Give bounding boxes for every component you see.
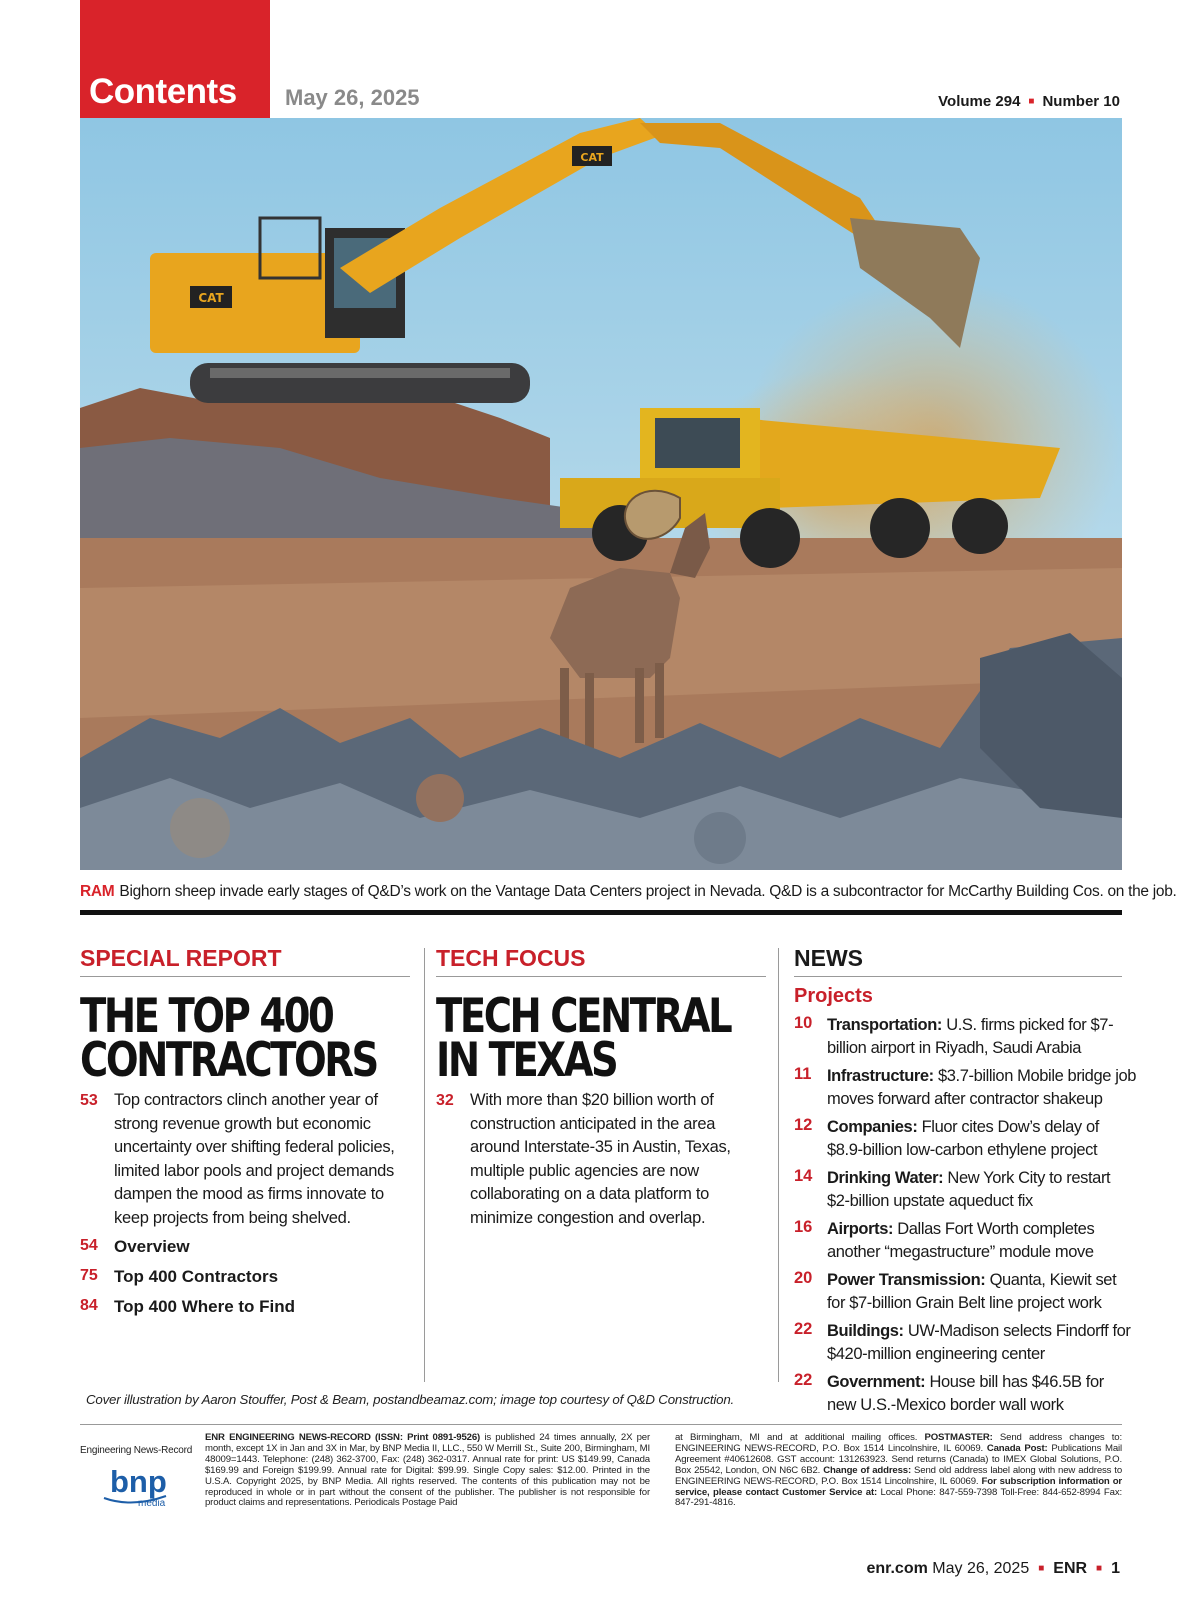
tech-focus-title bbox=[436, 989, 731, 1088]
news-topic: Buildings: bbox=[827, 1322, 904, 1340]
tech-focus-heading: TECH FOCUS bbox=[436, 945, 766, 977]
news-subsection: Projects bbox=[794, 985, 873, 1007]
news-page: 16 bbox=[794, 1218, 813, 1236]
legal-subscription: For subscription information or service, please contact Customer Service at: bbox=[675, 1475, 1122, 1498]
caption-text: Bighorn sheep invade early stages of Q&D’s work on the Vantage Data Centers project in Nevada. Q&D is a subcontractor for McCarthy Building Cos. on the job. bbox=[119, 883, 1177, 900]
separator-square-icon: ■ bbox=[1096, 1563, 1103, 1574]
legal-postmaster: POSTMASTER: bbox=[924, 1432, 993, 1443]
bnp-logo-text: bnp bbox=[110, 1464, 167, 1499]
news-body bbox=[827, 1371, 1137, 1417]
separator-square-icon: ■ bbox=[1038, 1563, 1045, 1574]
news-page: 22 bbox=[794, 1371, 813, 1389]
news-topic: Transportation: bbox=[827, 1016, 943, 1034]
item-label: Top 400 Contractors bbox=[114, 1267, 279, 1286]
news-topic: Power Transmission: bbox=[827, 1271, 986, 1289]
news-topic: Airports: bbox=[827, 1220, 894, 1238]
news-body bbox=[827, 1320, 1137, 1366]
news-page: 10 bbox=[794, 1014, 813, 1032]
legal-notice-right bbox=[675, 1433, 1122, 1509]
cover-photo bbox=[80, 118, 1122, 870]
footer-divider bbox=[80, 1424, 1122, 1425]
news-text: U.S. firms picked for $7-billion airport in Riyadh, Saudi Arabia bbox=[827, 1016, 1114, 1057]
legal-text: Publications Mail Agreement #40612608. GST account: 131263923. Send returns (Canada) to IMEX Global Solutions, P.O. Box 25542, London, ON N6C 6B2. bbox=[675, 1442, 1123, 1476]
tech-focus-title-line1: TECH CENTRAL bbox=[436, 989, 731, 1044]
news-body bbox=[827, 1269, 1137, 1315]
special-report-summary: Top contractors clinch another year of strong revenue growth but economic uncertainty over shifting federal policies, limited labor pools and project demands dampen the mood as firms innovate to keep projects from being shelved. bbox=[114, 1091, 395, 1227]
caption-label: RAM bbox=[80, 883, 115, 900]
item-label: Top 400 Where to Find bbox=[114, 1297, 296, 1316]
tech-focus-title-line2: IN TEXAS bbox=[436, 1033, 617, 1088]
legal-text: Send old address label along with new address to ENGINEERING NEWS-RECORD, P.O. Box 1514 Lincolnshire, IL 60069. bbox=[675, 1464, 1123, 1487]
separator-square-icon: ■ bbox=[1028, 96, 1035, 107]
item-label: Overview bbox=[114, 1237, 190, 1256]
photo-caption bbox=[80, 883, 1177, 901]
legal-text: Local Phone: 847-559-7398 Toll-Free: 844-652-8994 Fax: 847-291-4816. bbox=[675, 1486, 1122, 1509]
item-page: 75 bbox=[80, 1267, 98, 1284]
news-body bbox=[827, 1167, 1137, 1213]
cat-logo-boom: CAT bbox=[580, 151, 604, 164]
news-body bbox=[827, 1065, 1137, 1111]
column-divider bbox=[424, 948, 425, 1382]
news-page: 11 bbox=[794, 1065, 812, 1083]
cover-credit: Cover illustration by Aaron Stouffer, Post & Beam, postandbeamaz.com; image top courtesy of Q&D Construction. bbox=[86, 1392, 735, 1407]
special-report-title bbox=[80, 989, 377, 1088]
news-page: 12 bbox=[794, 1116, 813, 1134]
construction-scene-illustration bbox=[80, 118, 1122, 870]
news-topic: Government: bbox=[827, 1373, 926, 1391]
special-report-heading: SPECIAL REPORT bbox=[80, 945, 410, 977]
news-topic: Companies: bbox=[827, 1118, 918, 1136]
folio-date: May 26, 2025 bbox=[932, 1560, 1030, 1577]
legal-canada-post: Canada Post: bbox=[986, 1442, 1048, 1454]
news-text: $3.7-billion Mobile bridge job moves forward after contractor shakeup bbox=[827, 1067, 1137, 1108]
news-body bbox=[827, 1218, 1137, 1264]
publisher-label: Engineering News-Record bbox=[80, 1445, 193, 1456]
news-text: Fluor cites Dow’s delay of $8.9-billion low-carbon ethylene project bbox=[827, 1118, 1099, 1159]
news-body bbox=[827, 1014, 1137, 1060]
special-report-title-line1: THE TOP 400 bbox=[80, 989, 333, 1044]
legal-left-text: is published 24 times annually, 2X per month, except 1X in Jan and 3X in Mar, by BNP Media II, LLC., 550 W Merrill St., Suite 200, Birmingham, MI 48009=1443. Telephone: (248) 362-3700, Fax: (248) 362-0317. Annual rate for print: US $149.99, Canada $169.99 and Foreign $199.99. Annual rate for Digital: $99.99. Single Copy sales: $12.00. Printed in the U.S.A. Copyright 2025, by BNP Media. All rights reserved. The contents of this publication may not be reproduced in whole or in part without the consent of the publisher. The publisher is not responsible for product claims and representations. Periodicals Postage Paid bbox=[205, 1432, 651, 1509]
column-divider bbox=[778, 948, 779, 1382]
cat-logo: CAT bbox=[198, 291, 224, 305]
volume-label: Volume 294 bbox=[938, 93, 1021, 110]
news-body bbox=[827, 1116, 1137, 1162]
page-folio bbox=[866, 1560, 1120, 1578]
legal-change-address: Change of address: bbox=[823, 1464, 912, 1476]
news-page: 20 bbox=[794, 1269, 813, 1287]
tech-focus-page[interactable]: 32 bbox=[436, 1092, 454, 1109]
caption-divider bbox=[80, 910, 1122, 915]
news-text: Dallas Fort Worth completes another “megastructure” module move bbox=[827, 1220, 1095, 1261]
item-page: 54 bbox=[80, 1237, 98, 1254]
news-text: House bill has $46.5B for new U.S.-Mexico border wall work bbox=[827, 1373, 1104, 1414]
news-text: Quanta, Kiewit set for $7-billion Grain Belt line project work bbox=[827, 1271, 1117, 1312]
legal-text: at Birmingham, MI and at additional mailing offices. bbox=[675, 1432, 925, 1443]
news-heading: NEWS bbox=[794, 945, 1122, 977]
folio-site[interactable]: enr.com bbox=[866, 1560, 928, 1577]
folio-page-number: 1 bbox=[1111, 1560, 1120, 1577]
page-title: Contents bbox=[89, 72, 237, 111]
volume-number bbox=[938, 93, 1120, 110]
issue-date: May 26, 2025 bbox=[285, 85, 420, 110]
bnp-media-logo bbox=[102, 1462, 182, 1515]
news-page: 14 bbox=[794, 1167, 813, 1185]
news-topic: Infrastructure: bbox=[827, 1067, 934, 1085]
news-text: New York City to restart $2-billion upstate aqueduct fix bbox=[827, 1169, 1111, 1210]
news-text: UW-Madison selects Findorff for $420-million engineering center bbox=[827, 1322, 1131, 1363]
legal-text: Send address changes to: ENGINEERING NEWS-RECORD, P.O. Box 1514 Lincolnshire, IL 60069. bbox=[675, 1432, 1122, 1454]
news-page: 22 bbox=[794, 1320, 813, 1338]
number-label: Number 10 bbox=[1042, 93, 1120, 110]
bnp-logo-subtext: media bbox=[138, 1498, 166, 1509]
item-page: 84 bbox=[80, 1297, 98, 1314]
news-topic: Drinking Water: bbox=[827, 1169, 944, 1187]
special-report-page[interactable]: 53 bbox=[80, 1092, 98, 1109]
legal-notice-left bbox=[205, 1433, 650, 1509]
folio-brand: ENR bbox=[1053, 1560, 1088, 1577]
tech-focus-summary: With more than $20 billion worth of construction anticipated in the area around Interstate-35 in Austin, Texas, multiple public agencies are now collaborating on a data platform to minimize congestion and overlap. bbox=[470, 1091, 731, 1227]
legal-issn: ENR ENGINEERING NEWS-RECORD (ISSN: Print 0891-9526) bbox=[205, 1432, 481, 1443]
special-report-title-line2: CONTRACTORS bbox=[80, 1033, 377, 1088]
